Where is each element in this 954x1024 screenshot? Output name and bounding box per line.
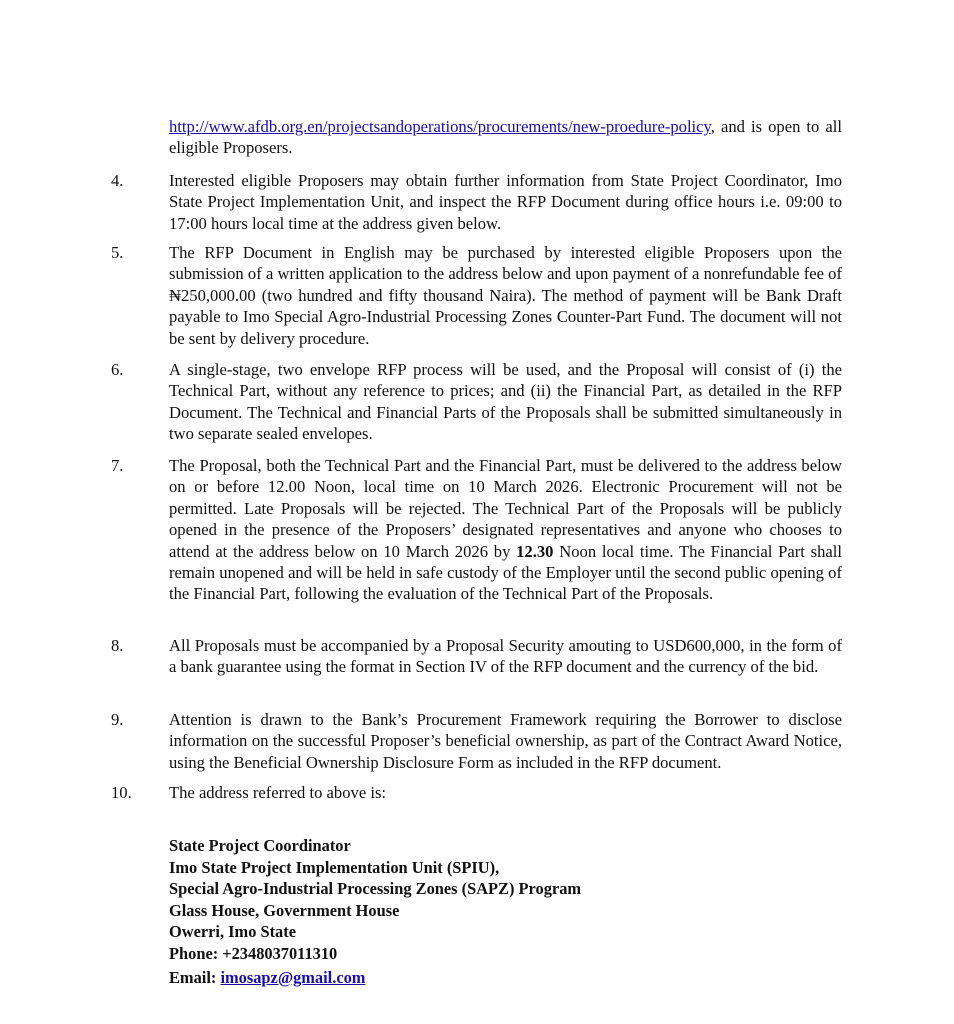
address-line-unit: Imo State Project Implementation Unit (SPIU), (169, 857, 500, 877)
list-item-8 (111, 635, 842, 678)
list-item-9 (111, 709, 842, 773)
address-line-title: State Project Coordinator (169, 836, 351, 855)
list-item-4 (111, 170, 842, 234)
item-number: 5. (111, 243, 124, 262)
item-number: 8. (111, 636, 124, 655)
item-text: The RFP Document in English may be purchased by interested eligible Proposers upon the submission of a written application to the address below and upon payment of a nonrefundable fee of ₦250,000.00 (two hundred and fifty thousand Naira). The method of payment will be Bank Draft payable to Imo Special Agro-Industrial Processing Zones Counter-Part Fund. The document will not be sent by delivery procedure. (169, 243, 842, 348)
afdb-procurement-link[interactable]: http://www.afdb.org.en/projectsandoperations/procurements/new-proedure-policy (169, 117, 711, 136)
item-text-part: The Proposal, both the Technical Part and the Financial Part, must be delivered to the address below on or before 12.00 Noon, local time on 10 March 2026. Electronic Procurement will not be permitted. Late Proposals will be rejected. The Technical Part of the Proposals will be publicly opened in the presence of the Proposers’ designated representatives and anyone who chooses to attend at the address below on 10 March 2026 by (169, 456, 842, 561)
address-line-program: Special Agro-Industrial Processing Zones (SAPZ) Program (169, 879, 582, 899)
email-link[interactable]: imosapz@gmail.com (220, 967, 366, 987)
email-label: Email: (169, 967, 221, 987)
address-block (169, 835, 581, 988)
item-number: 7. (111, 456, 124, 475)
item-text: The address referred to above is: (169, 783, 387, 802)
item-text: A single-stage, two envelope RFP process will be used, and the Proposal will consist of (i) the Technical Part, without any reference to prices; and (ii) the Financial Part, as detailed in the RFP Document. The Technical and Financial Parts of the Proposals shall be submitted simultaneously in two separate sealed envelopes. (169, 360, 842, 444)
list-item-7 (111, 455, 842, 605)
item-number: 6. (111, 360, 124, 379)
intro-paragraph (169, 116, 842, 159)
list-item-10 (111, 782, 842, 803)
address-phone: Phone: +2348037011310 (169, 943, 338, 963)
list-item-6 (111, 359, 842, 445)
address-email-line (169, 967, 581, 989)
address-line-building: Glass House, Government House (169, 900, 400, 920)
item-number: 10. (111, 783, 132, 802)
item-text: Attention is drawn to the Bank’s Procurement Framework requiring the Borrower to disclose information on the successful Proposer’s beneficial ownership, as part of the Contract Award Notice, using the Beneficial Ownership Disclosure Form as included in the RFP document. (169, 710, 842, 772)
opening-time-bold: 12.30 (516, 541, 554, 561)
item-text-part: Noon local time. The Financial Part shall remain unopened and will be held in safe custody of the Employer until the second public opening of the Financial Part, following the evaluation of the Technical Part of the Proposals. (169, 541, 842, 604)
item-number: 4. (111, 171, 124, 190)
address-line-city: Owerri, Imo State (169, 922, 296, 942)
item-text: Interested eligible Proposers may obtain further information from State Project Coordinator, Imo State Project Implementation Unit, and inspect the RFP Document during office hours i.e. 09:00 to 17:00 hours local time at the address given below. (169, 171, 842, 233)
item-number: 9. (111, 710, 124, 729)
list-item-5 (111, 242, 842, 349)
intro-text: , and is open to all eligible Proposers. (169, 117, 842, 158)
item-text (169, 455, 842, 605)
item-text: All Proposals must be accompanied by a Proposal Security amouting to USD600,000, in the form of a bank guarantee using the format in Section IV of the RFP document and the currency of the bid. (169, 636, 842, 677)
